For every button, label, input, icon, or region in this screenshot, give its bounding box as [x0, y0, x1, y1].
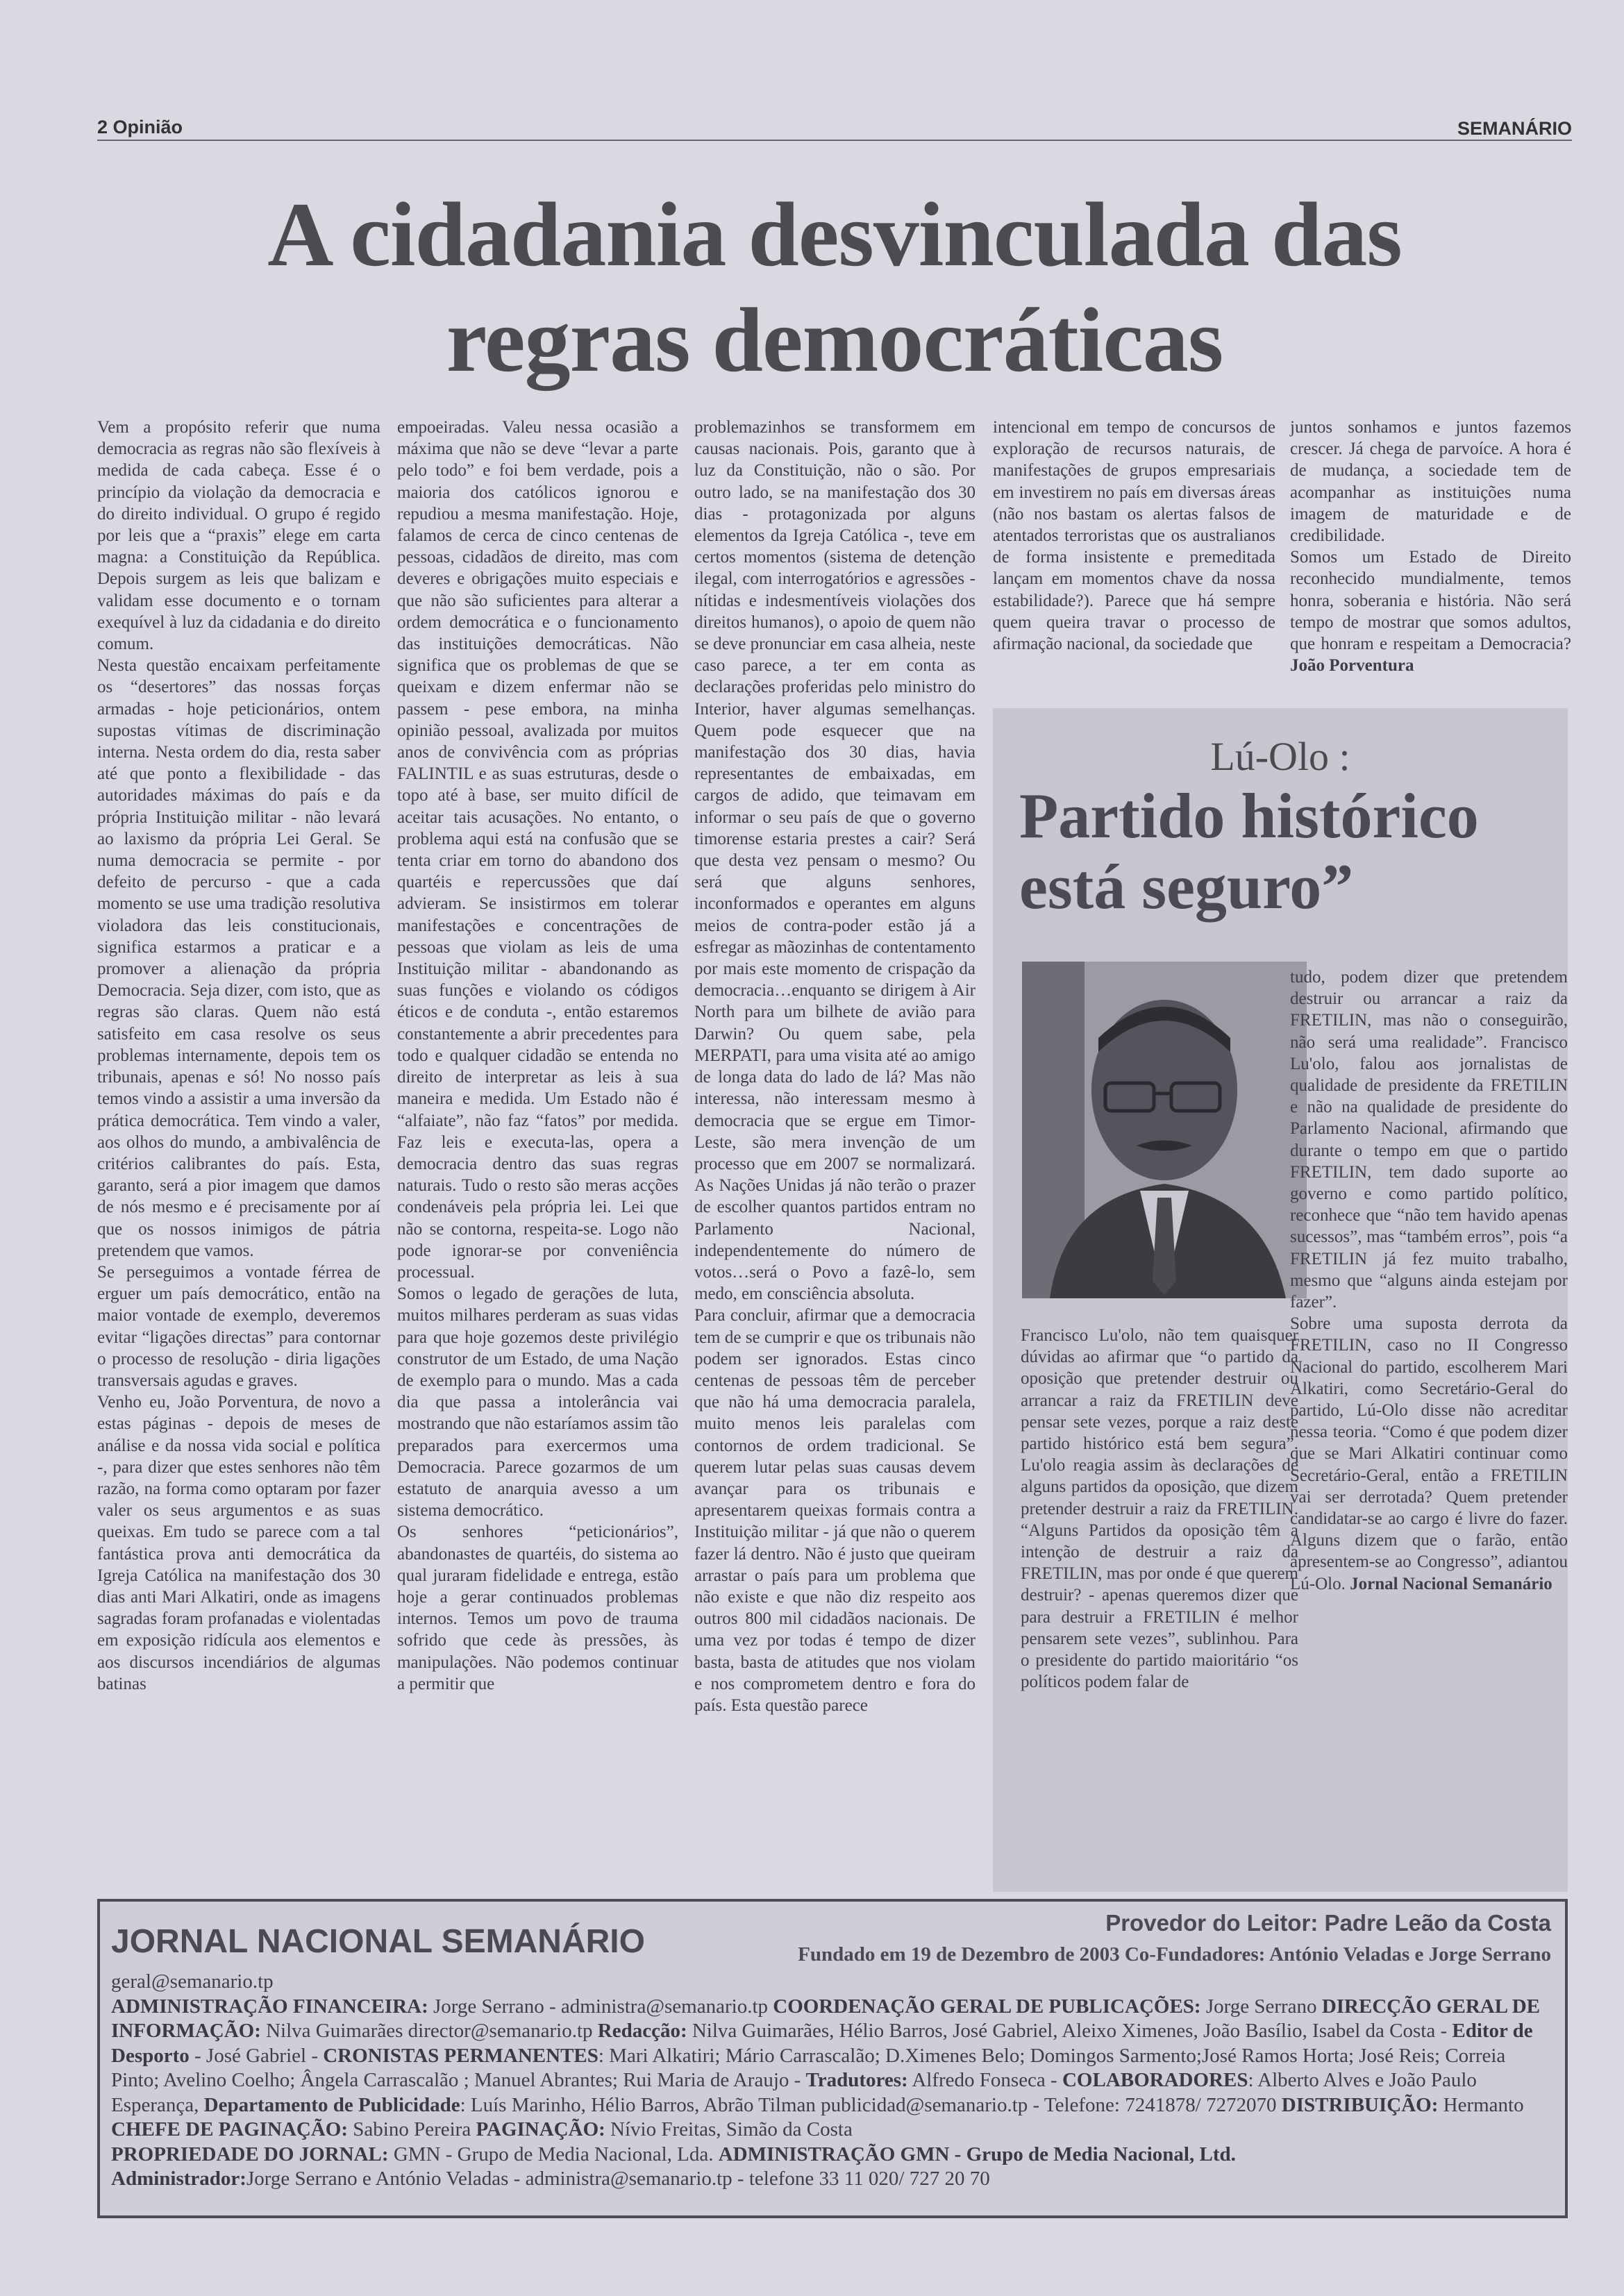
paragraph: Os senhores “peticionários”, abandonastes de quartéis, do sistema ao qual juraram fidelidade e entrega, estão hoje a gerar continuados problemas internos. Temos um povo de trauma sofrido que cede às pressões, às manipulações. Não podemos continuar a permitir que — [397, 1523, 678, 1693]
article-column-2 — [397, 417, 678, 1695]
credit-text: - José Gabriel - — [189, 2044, 324, 2067]
credit-label: Redacção: — [597, 2020, 687, 2042]
headline-line-1: A cidadania desvinculada das — [267, 183, 1402, 285]
box-kicker: Lú-Olo : — [1210, 734, 1350, 779]
paragraph-text: Sobre uma suposta derrota da FRETILIN, caso no II Congresso Nacional do partido, escolherem Mari Alkatiri, como Secretário-Geral do partido, Lú-Olo disse não acreditar nessa teoria. “Como é que podem dizer que se Mari Alkatiri continuar como Secretário-Geral, então a FRETILIN vai ser derrotada? Quem pretender candidatar-se ao cargo é livre do fazer. Alguns dizem que o farão, então apresentem-se ao Congresso”, adiantou Lú-Olo. — [1290, 1314, 1568, 1593]
credit-text: Jorge Serrano e António Veladas - administra@semanario.tp - telefone 33 11 020/ 727 20 70 — [246, 2168, 990, 2190]
credit-label: Administrador: — [111, 2168, 246, 2190]
credit-text: Alfredo Fonseca - — [907, 2069, 1062, 2091]
credit-text: : Luís Marinho, Hélio Barros, Abrão Tilman publicidad@semanario.tp - Telefone: 7241878/ 7272070 — [460, 2093, 1282, 2116]
paragraph-text: Somos um Estado de Direito reconhecido mundialmente, temos honra, soberania e história. Não será tempo de mostrar que somos adultos, que honram e respeitam a Democracia? — [1290, 548, 1571, 654]
article-signature: João Porventura — [1290, 656, 1414, 676]
credit-text: : Mari Alkatiri; Mário Carrascalão; D.Ximenes Belo; Domingos Sarmento;José Ramos Horta; José Reis; Correia Pinto; Avelino Coelho; Ângela Carrascalão ; Manuel Abrantes; Rui Maria de Araujo - — [111, 2044, 1506, 2091]
paragraph: Para concluir, afirmar que a democracia tem de se cumprir e que os tribunais não podem ser ignorados. Estas cinco centenas de pessoas têm de perceber que não há uma democracia paralela, muito menos leis paralelas com contornos de ordem tradicional. Se querem lutar pelas suas causas devem avançar para os tribunais e apresentarem queixas formais contra a Instituição militar - já que não o querem fazer lá dentro. Não é justo que queiram arrastar o país para um problema que não existe e que não diz respeito aos outros 800 mil cidadãos nacionais. De uma vez por todas é tempo de dizer basta, basta de atitudes que nos violam e nos comprometem dentro e fora do país. Esta questão parece — [694, 1306, 976, 1715]
reader-ombudsman: Provedor do Leitor: Padre Leão da Costa — [1105, 1910, 1551, 1936]
credit-text: Jorge Serrano - administra@semanario.tp — [428, 1995, 773, 2018]
article-column-1 — [97, 417, 380, 1695]
credit-text: Nilva Guimarães, Hélio Barros, José Gabriel, Aleixo Ximenes, João Basílio, Isabel da Costa - — [687, 2020, 1453, 2042]
paragraph: problemazinhos se transformem em causas nacionais. Pois, garanto que à luz da Constituição, não o são. Por outro lado, se na manifestação dos 30 dias - protagonizada por alguns elementos da Igreja Católica -, teve em certos momentos (sistema de detenção ilegal, com interrogatórios e agressões - nítidas e indesmentíveis violações dos direitos humanos), o apoio de quem não se deve pronunciar em casa alheia, neste caso parece, a ter em conta as declarações proferidas pelo ministro do Interior, haver algumas semelhanças. Quem pode esquecer que na manifestação dos 30 dias, havia representantes de embaixadas, em cargos de adido, que teimavam em informar o seu país de que o governo timorense estaria prestes a cair? Será que desta vez pensam o mesmo? Ou será que alguns senhores, inconformados e operantes em alguns meios de contra-poder estão já a esfregar as mãozinhas de contentamento por mais este momento de crispação da democracia…enquanto se dirigem à Air North para um bilhete de avião para Darwin? Ou quem sabe, pela MERPATI, para uma visita até ao amigo de longa data do lado de lá? Mas não interessa, não interessam mesmo à democracia que se ergue em Timor-Leste, são mera invenção de um processo que em 2007 se normalizará. As Nações Unidas já não terão o prazer de escolher quantos partidos entram no Parlamento Nacional, independentemente do número de votos…será o Povo a fazê-lo, sem medo, em consciência absoluta. — [694, 418, 976, 1304]
section-label: 2 Opinião — [97, 117, 183, 137]
paragraph: Venho eu, João Porventura, de novo a estas páginas - depois de meses de análise e da nossa vida social e política -, para dizer que estes senhores não têm razão, na forma como optaram por fazer valer os seus argumentos e as suas queixas. Em tudo se parece com a tal fantástica prova anti democrática da Igreja Católica na manifestação dos 30 dias anti Mari Alkatiri, onde as imagens sagradas foram profanadas e violentadas em exposição ridícula aos elementos e aos discursos incendiários de algumas batinas — [97, 1393, 380, 1693]
newspaper-name: SEMANÁRIO — [1457, 118, 1572, 139]
paragraph: Vem a propósito referir que numa democracia as regras não são flexíveis à medida de cada cabeça. Esse é o princípio da violação da democracia e do direito individual. O grupo é regido por leis que a “praxis” elege em carta magna: a Constituição da República. Depois surgem as leis que balizam e validam esse documento e o tornam exequível à luz da cidadania e do direito comum. — [97, 418, 380, 654]
founding-info: Fundado em 19 de Dezembro de 2003 Co-Fundadores: António Veladas e Jorge Serrano — [798, 1943, 1551, 1966]
credit-label: ADMINISTRAÇÃO GMN - Grupo de Media Nacional, Ltd. — [718, 2143, 1236, 2165]
paragraph — [1290, 1313, 1568, 1595]
paragraph: tudo, podem dizer que pretendem destruir ou arrancar a raiz da FRETILIN, mas não o conseguirão, não será uma realidade”. Francisco Lu'olo, falou aos jornalistas de qualidade de presidente da FRETILIN e não na qualidade de presidente do Parlamento Nacional, afirmando que durante o tempo em que o partido FRETILIN, tem dado suporte ao governo e como partido político, reconhece que “não tem havido apenas sucessos”, mas “também erros”, pois “a FRETILIN já fez muito trabalho, mesmo que “alguns ainda estejam por fazer”. — [1290, 968, 1568, 1312]
paragraph: Se perseguimos a vontade férrea de erguer um país democrático, então na maior vontade de exemplo, deveremos evitar “ligações directas” para contornar o processo de resolução - diria ligações transversais agudas e graves. — [97, 1262, 380, 1390]
headline-line-2: regras democráticas — [446, 289, 1223, 391]
portrait-icon — [1022, 962, 1307, 1298]
paragraph: Somos o legado de gerações de luta, muitos milhares perderam as suas vidas para que hoje gozemos deste privilégio construtor de um Estado, de uma Nação de exemplo para o mundo. Mas a cada dia que passa a intolerância vai mostrando que não estaríamos assim tão preparados para exercermos uma Democracia. Parece gozarmos de um estatuto de anarquia avesso a um sistema democrático. — [397, 1284, 678, 1520]
credit-label: COORDENAÇÃO GERAL DE PUBLICAÇÕES: — [773, 1995, 1201, 2018]
paragraph: juntos sonhamos e juntos fazemos crescer. Já chega de parvoíce. A hora é de mudança, a sociedade tem de acompanhar as instituições numa imagem de maturidade e de credibilidade. — [1290, 418, 1571, 546]
credit-text: Jorge Serrano — [1200, 1995, 1322, 2018]
article-headline — [97, 182, 1572, 393]
paragraph: empoeiradas. Valeu nessa ocasião a máxima que não se deve “levar a parte pelo todo” e foi bem verdade, pois a maioria dos católicos ignorou e repudiou a mesma manifestação. Hoje, falamos de cerca de cinco centenas de pessoas, cidadãos de direito, mas com deveres e obrigações muito especiais e que não são suficientes para alterar a ordem democrática e o funcionamento das instituições democráticas. Não significa que os problemas de que se queixam e dizem enfermar não se passem - pese embora, na minha opinião pessoal, avalizada por muitos anos de convivência com as próprias FALINTIL e as suas estruturas, desde o topo até à base, ser muito difícil de aceitar tais acusações. No entanto, o problema aqui está na confusão que se tenta criar em torno do abandono dos quartéis e repercussões que daí advieram. Se insistirmos em tolerar manifestações e concentrações de pessoas que violam as leis de uma Instituição militar - abandonando as suas funções e violando os códigos éticos e de conduta -, então estaremos constantemente a abrir precedentes para todo e qualquer cidadão se entenda no direito de interpretar as leis à sua maneira e medida. Um Estado não é “alfaiate”, não faz “fatos” por medida. Faz leis e executa-las, opera a democracia dentro das suas regras naturais. Tudo o resto são meras acções condenáveis pela própria lei. Lei que não se contorna, respeita-se. Logo não pode ignorar-se por conveniência processual. — [397, 418, 678, 1282]
credit-label: Tradutores: — [805, 2069, 908, 2091]
credit-label: PAGINAÇÃO: — [476, 2118, 605, 2140]
header-rule — [97, 140, 1572, 141]
box-column-2 — [1290, 966, 1568, 1595]
article-column-3 — [694, 417, 976, 1716]
credit-label: Departamento de Publicidade — [203, 2093, 460, 2116]
credit-label: COLABORADORES — [1062, 2069, 1248, 2091]
credit-label: DISTRIBUIÇÃO: — [1281, 2093, 1439, 2116]
credit-text: : Alberto Alves e João Paulo Esperança, — [111, 2069, 1477, 2116]
credit-label: PROPRIEDADE DO JORNAL: — [111, 2143, 389, 2165]
box-title: Partido histórico está seguro” — [1019, 780, 1479, 922]
article-column-5 — [1290, 417, 1571, 676]
paragraph — [1290, 546, 1571, 676]
paragraph: Nesta questão encaixam perfeitamente os “desertores” das nossas forças armadas - hoje peticionários, ontem supostas vítimas de discriminação interna. Nesta ordem do dia, resta saber até que ponto a flexibilidade - das autoridades máximas do país e da própria Instituição militar - não levará ao laxismo da própria Lei Geral. Se numa democracia se permite - por defeito de percurso - que a cada momento se use uma tradição resolutiva violadora das leis constitucionais, significa estarmos a praticar e a promover a alienação da própria Democracia. Seja dizer, com isto, que as regras são claras. Quem não está satisfeito em casa resolve os seus problemas internamente, depois tem os tribunais, apenas e só! No nosso país temos vindo a assistir a uma inversão da prática democrática. Tem vindo a valer, aos olhos do mundo, a ambivalência de critérios calibrantes do país. Esta, garanto, será a pior imagem que damos de nós mesmo e é precisamente por aí que os nossos inimigos de pátria pretendem que vamos. — [97, 656, 380, 1260]
box-column-1 — [1021, 1325, 1298, 1693]
credit-label: DIRECÇÃO GERAL DE INFORMAÇÃO: — [111, 1995, 1541, 2042]
credit-label: CHEFE DE PAGINAÇÃO: — [111, 2118, 349, 2140]
masthead-title: JORNAL NACIONAL SEMANÁRIO — [111, 1923, 645, 1960]
box-signature: Jornal Nacional Semanário — [1350, 1574, 1552, 1593]
credit-label: CRONISTAS PERMANENTES — [323, 2044, 598, 2067]
masthead — [97, 1899, 1568, 2218]
article-column-4 — [993, 417, 1275, 655]
credit-text: Nilva Guimarães director@semanario.tp — [260, 2020, 598, 2042]
paragraph: intencional em tempo de concursos de exploração de recursos naturais, de manifestações de grupos empresariais em investirem no país em diversas áreas (não nos bastam os alertas falsos de atentados terroristas que os australianos de forma insistente e premeditada lançam em momentos chave da nossa estabilidade?). Parece que há sempre quem queira travar o processo de afirmação nacional, da sociedade que — [993, 418, 1275, 654]
staff-credits — [111, 1970, 1554, 2192]
credit-text: Hermanto — [1438, 2093, 1524, 2116]
credit-label: ADMINISTRAÇÃO FINANCEIRA: — [111, 1995, 428, 2018]
credit-text: Nívio Freitas, Simão da Costa — [605, 2118, 853, 2140]
interview-box — [993, 708, 1568, 1892]
contact-email[interactable]: geral@semanario.tp — [111, 1970, 274, 1993]
credit-label: Editor de Desporto — [111, 2020, 1533, 2067]
paragraph: Francisco Lu'olo, não tem quaisquer dúvidas ao afirmar que “o partido da oposição que pretender destruir ou arrancar a raiz da FRETILIN deve pensar sete vezes, porque a raiz deste partido histórico está bem segura”. Lu'olo reagia assim às declarações de alguns partidos da oposição, que dizem pretender destruir a raiz da FRETILIN. “Alguns Partidos da oposição têm a intenção de destruir a raiz da FRETILIN, mas por onde é que querem destruir? - apenas queremos dizer que para destruir a FRETILIN é melhor pensarem sete vezes”, sublinhou. Para o presidente do partido maioritário “os políticos podem falar de — [1021, 1326, 1298, 1692]
portrait-photo — [1022, 962, 1307, 1298]
credit-text: GMN - Grupo de Media Nacional, Lda. — [388, 2143, 719, 2165]
credit-text: Sabino Pereira — [348, 2118, 476, 2140]
